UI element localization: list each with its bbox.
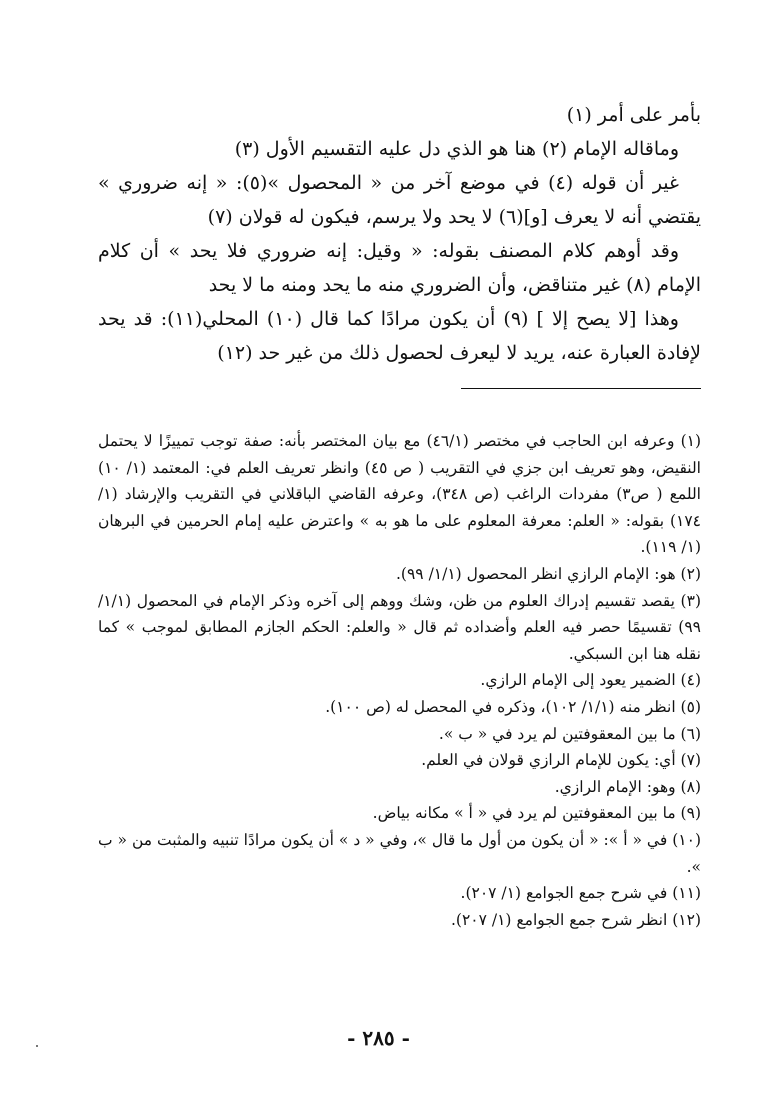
footnote-11: (١١) في شرح جمع الجوامع (١/ ٢٠٧).	[460, 884, 701, 903]
main-paragraph-2: وماقاله الإمام (٢) هنا هو الذي دل عليه التقسيم الأول (٣)	[234, 138, 679, 160]
main-paragraph-1: بأمر على أمر (١)	[566, 104, 701, 126]
footnote-separator	[461, 388, 701, 389]
footnote-4: (٤) الضمير يعود إلى الإمام الرازي.	[480, 671, 701, 690]
footnote-2: (٢) هو: الإمام الرازي انظر المحصول (١/١/ ٩٩).	[396, 564, 701, 583]
page-number: - ٢٨٥ -	[347, 1026, 410, 1050]
margin-speck	[36, 1045, 38, 1047]
footnote-5: (٥) انظر منه (١/١/ ١٠٢)، وذكره في المحصل له (ص ١٠٠).	[325, 697, 701, 716]
footnotes	[98, 428, 701, 933]
footnote-10: (١٠) في « أ »: « أن يكون من أول ما قال »، وفي « د » أن يكون مرادًا تنبيه والمثبت من « ب ».	[98, 830, 701, 876]
main-paragraph-5: وهذا [لا يصح إلا ] (٩) أن يكون مرادًا كما قال (١٠) المحلي(١١): قد يحد لإفادة العبارة عنه، يريد لا ليعرف لحصول ذلك من غير حد (١٢)	[98, 308, 701, 364]
footnote-3: (٣) يقصد تقسيم إدراك العلوم من ظن، وشك ووهم إلى آخره وذكر الإمام في المحصول (١/١/ ٩٩) تقسيمًا حصر فيه العلم وأضداده ثم قال « والعلم: الحكم الجازم المطابق لموجب » كما نقله هنا ابن السبكي.	[98, 591, 701, 663]
main-paragraph-3: غير أن قوله (٤) في موضع آخر من « المحصول »(٥): « إنه ضروري » يقتضي أنه لا يعرف [و](٦) لا يحد ولا يرسم، فيكون له قولان (٧)	[98, 172, 701, 228]
footnote-7: (٧) أي: يكون للإمام الرازي قولان في العلم.	[421, 751, 701, 770]
footnote-6: (٦) ما بين المعقوفتين لم يرد في « ب ».	[438, 724, 701, 743]
footnote-8: (٨) وهو: الإمام الرازي.	[554, 777, 701, 796]
footnote-9: (٩) ما بين المعقوفتين لم يرد في « أ » مكانه بياض.	[372, 804, 701, 823]
main-paragraph-4: وقد أوهم كلام المصنف بقوله: « وقيل: إنه ضروري فلا يحد » أن كلام الإمام (٨) غير متناقض، وأن الضروري منه ما يحد ومنه ما لا يحد	[98, 240, 701, 296]
footnote-1: (١) وعرفه ابن الحاجب في مختصر (٤٦/١) مع بيان المختصر بأنه: صفة توجب تمييزًا لا يحتمل النقيض، وهو تعريف ابن جزي في التقريب ( ص ٤٥) وانظر تعريف العلم في: المعتمد (١/ ١٠) اللمع ( ص٣) مفردات الراغب (ص ٣٤٨)، وعرفه القاضي الباقلاني في التقريب والإرشاد (١/ ١٧٤) بقوله: « العلم: معرفة المعلوم على ما هو به » واعترض عليه إمام الحرمين في البرهان (١/ ١١٩).	[98, 432, 702, 557]
main-text	[98, 98, 701, 370]
footnote-12: (١٢) انظر شرح جمع الجوامع (١/ ٢٠٧).	[450, 910, 701, 929]
